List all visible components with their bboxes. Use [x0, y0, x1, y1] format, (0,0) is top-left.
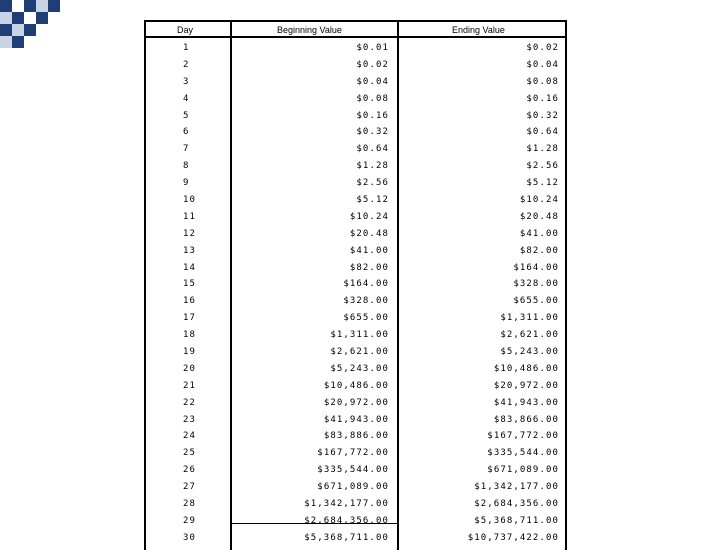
table-row — [146, 325, 565, 342]
cell-day: 21 — [183, 380, 197, 391]
cell-ending-value: $328.00 — [513, 279, 559, 290]
cell-ending-value: $1.28 — [526, 144, 559, 155]
cell-ending-value: $83,866.00 — [493, 414, 559, 425]
cell-beginning-value: $41,943.00 — [323, 414, 389, 425]
checker-square — [12, 0, 24, 12]
table-row — [146, 106, 565, 123]
cell-day: 11 — [183, 211, 197, 222]
table-row — [146, 173, 565, 190]
header-day: Day — [177, 25, 194, 35]
cell-day: 20 — [183, 363, 197, 374]
table-row — [146, 122, 565, 139]
table-row — [146, 511, 565, 528]
cell-day: 17 — [183, 313, 197, 324]
cell-day: 28 — [183, 499, 197, 510]
header-beginning-value: Beginning Value — [277, 25, 342, 35]
cell-day: 30 — [183, 532, 197, 543]
cell-ending-value: $2,621.00 — [500, 330, 559, 341]
cell-ending-value: $167,772.00 — [487, 431, 559, 442]
checker-square — [0, 36, 12, 48]
cell-beginning-value: $167,772.00 — [317, 448, 389, 459]
cell-day: 8 — [183, 161, 190, 172]
cell-day: 16 — [183, 296, 197, 307]
cell-ending-value: $1,342,177.00 — [474, 482, 559, 493]
cell-beginning-value: $41.00 — [349, 245, 389, 256]
table-row — [146, 308, 565, 325]
header-ending-value: Ending Value — [452, 25, 505, 35]
cell-day: 25 — [183, 448, 197, 459]
table-row — [146, 528, 565, 545]
table-row — [146, 241, 565, 258]
table-row — [146, 38, 565, 55]
cell-day: 13 — [183, 245, 197, 256]
cell-beginning-value: $5.12 — [356, 195, 389, 206]
cell-ending-value: $0.32 — [526, 110, 559, 121]
cell-beginning-value: $82.00 — [349, 262, 389, 273]
cell-day: 3 — [183, 76, 190, 87]
table-row — [146, 258, 565, 275]
cell-beginning-value: $0.16 — [356, 110, 389, 121]
cell-ending-value: $655.00 — [513, 296, 559, 307]
table-row — [146, 89, 565, 106]
cell-beginning-value: $83,886.00 — [323, 431, 389, 442]
cell-ending-value: $0.64 — [526, 127, 559, 138]
cell-beginning-value: $328.00 — [343, 296, 389, 307]
table-row — [146, 190, 565, 207]
cell-ending-value: $671,089.00 — [487, 465, 559, 476]
cell-ending-value: $0.04 — [526, 59, 559, 70]
table-body — [146, 38, 565, 545]
cell-ending-value: $82.00 — [519, 245, 559, 256]
cell-beginning-value: $10.24 — [349, 211, 389, 222]
cell-beginning-value: $2.56 — [356, 178, 389, 189]
cell-ending-value: $10,737,422.00 — [467, 532, 559, 543]
cell-day: 10 — [183, 195, 197, 206]
cell-beginning-value: $2,684,356.00 — [304, 515, 389, 526]
cell-ending-value: $5,243.00 — [500, 347, 559, 358]
checker-square — [36, 0, 48, 12]
doubling-value-table — [144, 20, 567, 550]
cell-day: 1 — [183, 43, 190, 53]
cell-beginning-value: $5,368,711.00 — [304, 532, 389, 543]
table-row — [146, 359, 565, 376]
cell-ending-value: $0.16 — [526, 93, 559, 104]
cell-ending-value: $10.24 — [519, 195, 559, 206]
cell-beginning-value: $2,621.00 — [330, 347, 389, 358]
checker-square — [48, 0, 60, 12]
checker-square — [12, 36, 24, 48]
table-row — [146, 207, 565, 224]
cell-ending-value: $1,311.00 — [500, 313, 559, 324]
corner-checkerboard-decoration — [0, 0, 60, 50]
cell-beginning-value: $20.48 — [349, 228, 389, 239]
cell-day: 5 — [183, 110, 190, 121]
cell-day: 29 — [183, 515, 197, 526]
checker-square — [0, 12, 12, 24]
cell-beginning-value: $10,486.00 — [323, 380, 389, 391]
cell-ending-value: $5,368,711.00 — [474, 515, 559, 526]
table-row — [146, 426, 565, 443]
cell-beginning-value: $164.00 — [343, 279, 389, 290]
checker-square — [0, 0, 12, 12]
cell-ending-value: $0.02 — [526, 43, 559, 53]
row-separator-rule — [231, 523, 398, 524]
cell-day: 14 — [183, 262, 197, 273]
checker-square — [24, 12, 36, 24]
cell-day: 19 — [183, 347, 197, 358]
table-row — [146, 460, 565, 477]
table-row — [146, 410, 565, 427]
cell-day: 23 — [183, 414, 197, 425]
cell-ending-value: $41,943.00 — [493, 397, 559, 408]
cell-day: 6 — [183, 127, 190, 138]
table-row — [146, 224, 565, 241]
cell-ending-value: $164.00 — [513, 262, 559, 273]
cell-day: 27 — [183, 482, 197, 493]
cell-day: 26 — [183, 465, 197, 476]
checker-square — [12, 12, 24, 24]
cell-day: 15 — [183, 279, 197, 290]
cell-ending-value: $5.12 — [526, 178, 559, 189]
table-row — [146, 274, 565, 291]
table-row — [146, 494, 565, 511]
cell-day: 2 — [183, 59, 190, 70]
cell-beginning-value: $1.28 — [356, 161, 389, 172]
table-header — [146, 20, 565, 38]
cell-beginning-value: $671,089.00 — [317, 482, 389, 493]
table-row — [146, 55, 565, 72]
cell-ending-value: $41.00 — [519, 228, 559, 239]
cell-beginning-value: $20,972.00 — [323, 397, 389, 408]
cell-day: 9 — [183, 178, 190, 189]
cell-beginning-value: $0.08 — [356, 93, 389, 104]
table-row — [146, 72, 565, 89]
table-row — [146, 443, 565, 460]
table-row — [146, 291, 565, 308]
cell-day: 7 — [183, 144, 190, 155]
table-row — [146, 393, 565, 410]
table-row — [146, 156, 565, 173]
cell-day: 18 — [183, 330, 197, 341]
cell-beginning-value: $0.01 — [356, 43, 389, 53]
cell-ending-value: $335,544.00 — [487, 448, 559, 459]
cell-day: 24 — [183, 431, 197, 442]
table-row — [146, 376, 565, 393]
table-row — [146, 139, 565, 156]
cell-beginning-value: $0.02 — [356, 59, 389, 70]
cell-beginning-value: $5,243.00 — [330, 363, 389, 374]
cell-beginning-value: $1,311.00 — [330, 330, 389, 341]
cell-ending-value: $10,486.00 — [493, 363, 559, 374]
checker-square — [0, 24, 12, 36]
cell-day: 12 — [183, 228, 197, 239]
checker-square — [24, 0, 36, 12]
cell-ending-value: $2.56 — [526, 161, 559, 172]
table-row — [146, 342, 565, 359]
cell-day: 4 — [183, 93, 190, 104]
cell-day: 22 — [183, 397, 197, 408]
checker-square — [36, 12, 48, 24]
cell-beginning-value: $0.64 — [356, 144, 389, 155]
cell-beginning-value: $335,544.00 — [317, 465, 389, 476]
cell-beginning-value: $0.32 — [356, 127, 389, 138]
checker-square — [12, 24, 24, 36]
checker-square — [24, 24, 36, 36]
cell-beginning-value: $1,342,177.00 — [304, 499, 389, 510]
cell-beginning-value: $655.00 — [343, 313, 389, 324]
cell-ending-value: $20.48 — [519, 211, 559, 222]
cell-ending-value: $20,972.00 — [493, 380, 559, 391]
cell-ending-value: $0.08 — [526, 76, 559, 87]
cell-ending-value: $2,684,356.00 — [474, 499, 559, 510]
table-row — [146, 477, 565, 494]
cell-beginning-value: $0.04 — [356, 76, 389, 87]
